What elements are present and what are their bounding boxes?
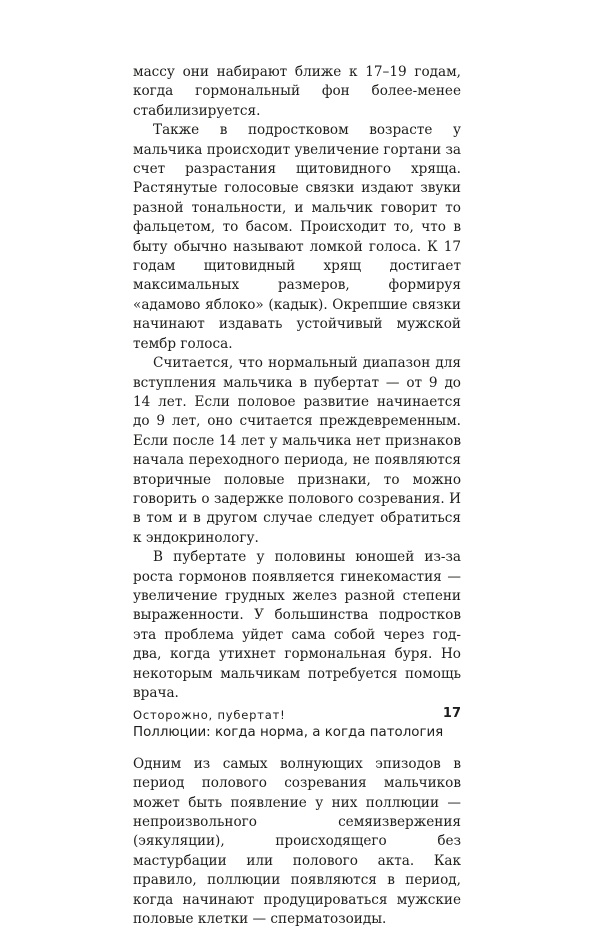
body-text bbox=[133, 63, 461, 929]
paragraph-continued: массу они набирают ближе к 17–19 годам, когда гормональный фон более-менее стабилизируется. bbox=[133, 64, 461, 119]
paragraph-gynecomastia: В пубертате у половины юношей из-за роста гормонов появляется гинекомастия — увеличение грудных желез разной степени выраженности. У большинства подростков эта проблема уйдет сама собой через год-два, когда утихнет гормональная буря. Но некоторым мальчикам потребуется помощь врача. bbox=[133, 549, 461, 701]
paragraph-pollutions: Одним из самых волнующих эпизодов в период полового созревания мальчиков может быть появление у них поллюции — непроизвольного семяизвержения (эякуляции), происходящего без мастурбации или полового акта. Как правило, поллюции появляются в период, когда начинают продуцироваться мужские половые клетки — сперматозоиды. bbox=[133, 755, 461, 928]
section-heading: Поллюции: когда норма, а когда патология bbox=[133, 725, 444, 741]
running-footer-title: Осторожно, пубертат! bbox=[133, 708, 286, 722]
page-number: 17 bbox=[442, 706, 461, 721]
paragraph-puberty-range: Считается, что нормальный диапазон для вступления мальчика в пубертат — от 9 до 14 лет. Если половое развитие начинается до 9 лет, оно считается преждевременным. Если после 14 лет у мальчика нет признаков начала переходного периода, не появляются вторичные половые признаки, то можно говорить о задержке полового созревания. И в том и в другом случае следует обратиться к эндокринологу. bbox=[133, 355, 461, 546]
paragraph-larynx: Также в подростковом возрасте у мальчика происходит увеличение гортани за счет разрастания щитовидного хряща. Растянутые голосовые связки издают звуки разной тональности, и мальчик говорит то фальцетом, то басом. Происходит то, что в быту обычно называют ломкой голоса. К 17 годам щитовидный хрящ достигает максимальных размеров, формируя «адамово яблоко» (кадык). Окрепшие связки начинают издавать устойчивый мужской тембр голоса. bbox=[133, 122, 461, 352]
